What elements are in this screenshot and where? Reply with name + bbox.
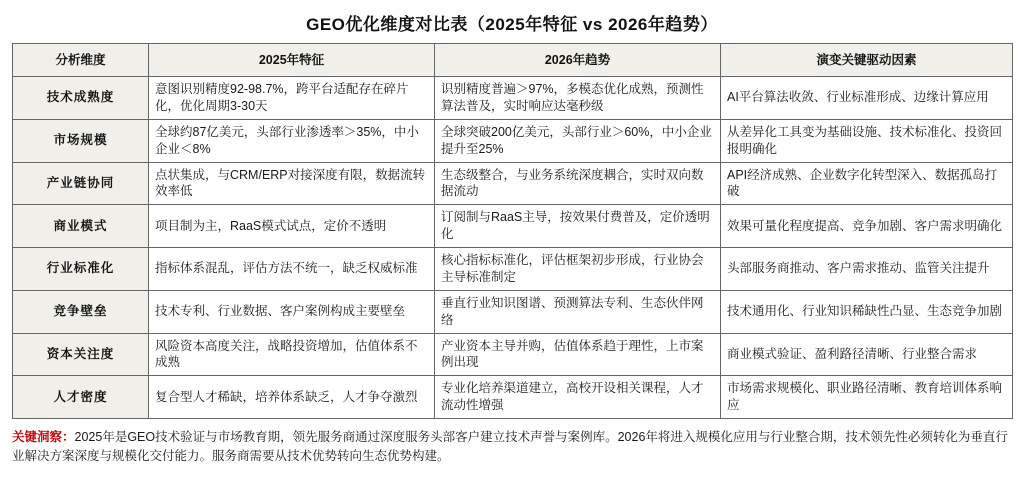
row-2026-cell: 生态级整合，与业务系统深度耦合，实时双向数据流动 bbox=[435, 162, 721, 205]
table-row bbox=[13, 333, 1013, 376]
row-2026-cell: 订阅制与RaaS主导，按效果付费普及，定价透明化 bbox=[435, 205, 721, 248]
key-insight-note bbox=[12, 428, 1012, 467]
row-driver-cell: 商业模式验证、盈利路径清晰、行业整合需求 bbox=[721, 333, 1013, 376]
row-dimension-label: 市场规模 bbox=[13, 119, 149, 162]
table-row bbox=[13, 77, 1013, 120]
table-row bbox=[13, 205, 1013, 248]
row-driver-cell: API经济成熟、企业数字化转型深入、数据孤岛打破 bbox=[721, 162, 1013, 205]
column-header-drivers: 演变关键驱动因素 bbox=[721, 44, 1013, 77]
row-dimension-label: 竞争壁垒 bbox=[13, 290, 149, 333]
key-insight-label: 关键洞察： bbox=[12, 430, 75, 444]
row-dimension-label: 人才密度 bbox=[13, 376, 149, 419]
table-row bbox=[13, 162, 1013, 205]
row-2025-cell: 风险资本高度关注，战略投资增加，估值体系不成熟 bbox=[149, 333, 435, 376]
row-2025-cell: 复合型人才稀缺，培养体系缺乏，人才争夺激烈 bbox=[149, 376, 435, 419]
table-row bbox=[13, 119, 1013, 162]
row-2025-cell: 全球约87亿美元，头部行业渗透率＞35%，中小企业＜8% bbox=[149, 119, 435, 162]
key-insight-text: 2025年是GEO技术验证与市场教育期，领先服务商通过深度服务头部客户建立技术声誉与案例库。2026年将进入规模化应用与行业整合期，技术领先性必须转化为垂直行业解决方案深度与规模化交付能力。服务商需要从技术优势转向生态优势构建。 bbox=[12, 430, 1008, 464]
comparison-table bbox=[12, 43, 1013, 419]
row-driver-cell: 效果可量化程度提高、竞争加剧、客户需求明确化 bbox=[721, 205, 1013, 248]
row-2025-cell: 项目制为主，RaaS模式试点，定价不透明 bbox=[149, 205, 435, 248]
table-body bbox=[13, 77, 1013, 419]
column-header-dimension: 分析维度 bbox=[13, 44, 149, 77]
table-row bbox=[13, 290, 1013, 333]
row-2026-cell: 识别精度普遍＞97%，多模态优化成熟，预测性算法普及，实时响应达毫秒级 bbox=[435, 77, 721, 120]
row-driver-cell: 市场需求规模化、职业路径清晰、教育培训体系响应 bbox=[721, 376, 1013, 419]
page-title: GEO优化维度对比表（2025年特征 vs 2026年趋势） bbox=[306, 15, 718, 34]
row-2025-cell: 指标体系混乱，评估方法不统一，缺乏权威标准 bbox=[149, 248, 435, 291]
row-driver-cell: 头部服务商推动、客户需求推动、监管关注提升 bbox=[721, 248, 1013, 291]
table-row bbox=[13, 376, 1013, 419]
row-2026-cell: 产业资本主导并购，估值体系趋于理性，上市案例出现 bbox=[435, 333, 721, 376]
row-2026-cell: 专业化培养渠道建立，高校开设相关课程，人才流动性增强 bbox=[435, 376, 721, 419]
row-dimension-label: 资本关注度 bbox=[13, 333, 149, 376]
table-row bbox=[13, 248, 1013, 291]
row-dimension-label: 产业链协同 bbox=[13, 162, 149, 205]
row-dimension-label: 行业标准化 bbox=[13, 248, 149, 291]
row-driver-cell: 技术通用化、行业知识稀缺性凸显、生态竞争加剧 bbox=[721, 290, 1013, 333]
row-2026-cell: 垂直行业知识图谱、预测算法专利、生态伙伴网络 bbox=[435, 290, 721, 333]
row-2026-cell: 全球突破200亿美元，头部行业＞60%，中小企业提升至25% bbox=[435, 119, 721, 162]
row-driver-cell: AI平台算法收敛、行业标准形成、边缘计算应用 bbox=[721, 77, 1013, 120]
row-dimension-label: 商业模式 bbox=[13, 205, 149, 248]
row-driver-cell: 从差异化工具变为基础设施、技术标准化、投资回报明确化 bbox=[721, 119, 1013, 162]
row-2025-cell: 意图识别精度92-98.7%，跨平台适配存在碎片化，优化周期3-30天 bbox=[149, 77, 435, 120]
row-2025-cell: 技术专利、行业数据、客户案例构成主要壁垒 bbox=[149, 290, 435, 333]
row-dimension-label: 技术成熟度 bbox=[13, 77, 149, 120]
column-header-2026: 2026年趋势 bbox=[435, 44, 721, 77]
row-2026-cell: 核心指标标准化，评估框架初步形成，行业协会主导标准制定 bbox=[435, 248, 721, 291]
row-2025-cell: 点状集成，与CRM/ERP对接深度有限，数据流转效率低 bbox=[149, 162, 435, 205]
table-header bbox=[13, 44, 1013, 77]
column-header-2025: 2025年特征 bbox=[149, 44, 435, 77]
header-row bbox=[13, 44, 1013, 77]
